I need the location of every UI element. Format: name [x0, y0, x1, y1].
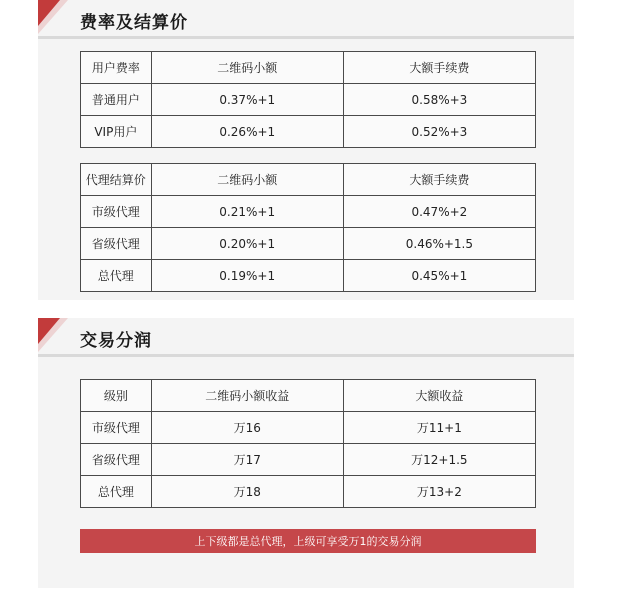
profit-share-table	[80, 379, 536, 508]
table-row	[81, 476, 536, 508]
table-header-row	[81, 52, 536, 84]
user-rate-table	[80, 51, 536, 148]
section-divider	[38, 36, 574, 39]
table-cell: 0.58%+3	[343, 84, 535, 116]
table-cell: 省级代理	[81, 228, 152, 260]
table-cell: 0.47%+2	[343, 196, 535, 228]
table-cell: 万12+1.5	[343, 444, 535, 476]
table-cell: 万11+1	[343, 412, 535, 444]
header-cell: 大额手续费	[343, 164, 535, 196]
table-row	[81, 412, 536, 444]
table-header-row	[81, 380, 536, 412]
table-cell: 0.20%+1	[151, 228, 343, 260]
table-cell: 市级代理	[81, 196, 152, 228]
table-cell: 总代理	[81, 476, 152, 508]
agent-settlement-table	[80, 163, 536, 292]
table-cell: VIP用户	[81, 116, 152, 148]
table-row	[81, 196, 536, 228]
share-section-header	[38, 318, 574, 358]
header-cell: 二维码小额	[151, 52, 343, 84]
table-cell: 0.52%+3	[343, 116, 535, 148]
fees-section-header	[38, 0, 574, 40]
table-row	[81, 260, 536, 292]
table-header-row	[81, 164, 536, 196]
table-cell: 总代理	[81, 260, 152, 292]
header-cell: 级别	[81, 380, 152, 412]
header-cell: 二维码小额收益	[151, 380, 343, 412]
header-cell: 用户费率	[81, 52, 152, 84]
header-cell: 大额收益	[343, 380, 535, 412]
table-cell: 省级代理	[81, 444, 152, 476]
table-row	[81, 228, 536, 260]
table-row	[81, 444, 536, 476]
header-cell: 代理结算价	[81, 164, 152, 196]
table-row	[81, 84, 536, 116]
corner-triangle-icon	[38, 318, 60, 344]
corner-triangle-icon	[38, 0, 60, 26]
table-cell: 市级代理	[81, 412, 152, 444]
table-cell: 万13+2	[343, 476, 535, 508]
table-cell: 0.21%+1	[151, 196, 343, 228]
profit-share-section	[38, 318, 574, 588]
table-cell: 0.19%+1	[151, 260, 343, 292]
table-cell: 0.45%+1	[343, 260, 535, 292]
table-cell: 0.26%+1	[151, 116, 343, 148]
table-cell: 万17	[151, 444, 343, 476]
table-cell: 万18	[151, 476, 343, 508]
share-section-title: 交易分润	[80, 331, 152, 351]
table-cell: 万16	[151, 412, 343, 444]
table-cell: 0.46%+1.5	[343, 228, 535, 260]
profit-share-note-banner: 上下级都是总代理，上级可享受万1的交易分润	[80, 529, 536, 553]
fees-section	[38, 0, 574, 300]
table-cell: 普通用户	[81, 84, 152, 116]
section-divider	[38, 354, 574, 357]
table-row	[81, 116, 536, 148]
header-cell: 二维码小额	[151, 164, 343, 196]
table-cell: 0.37%+1	[151, 84, 343, 116]
fees-section-title: 费率及结算价	[80, 13, 188, 33]
header-cell: 大额手续费	[343, 52, 535, 84]
